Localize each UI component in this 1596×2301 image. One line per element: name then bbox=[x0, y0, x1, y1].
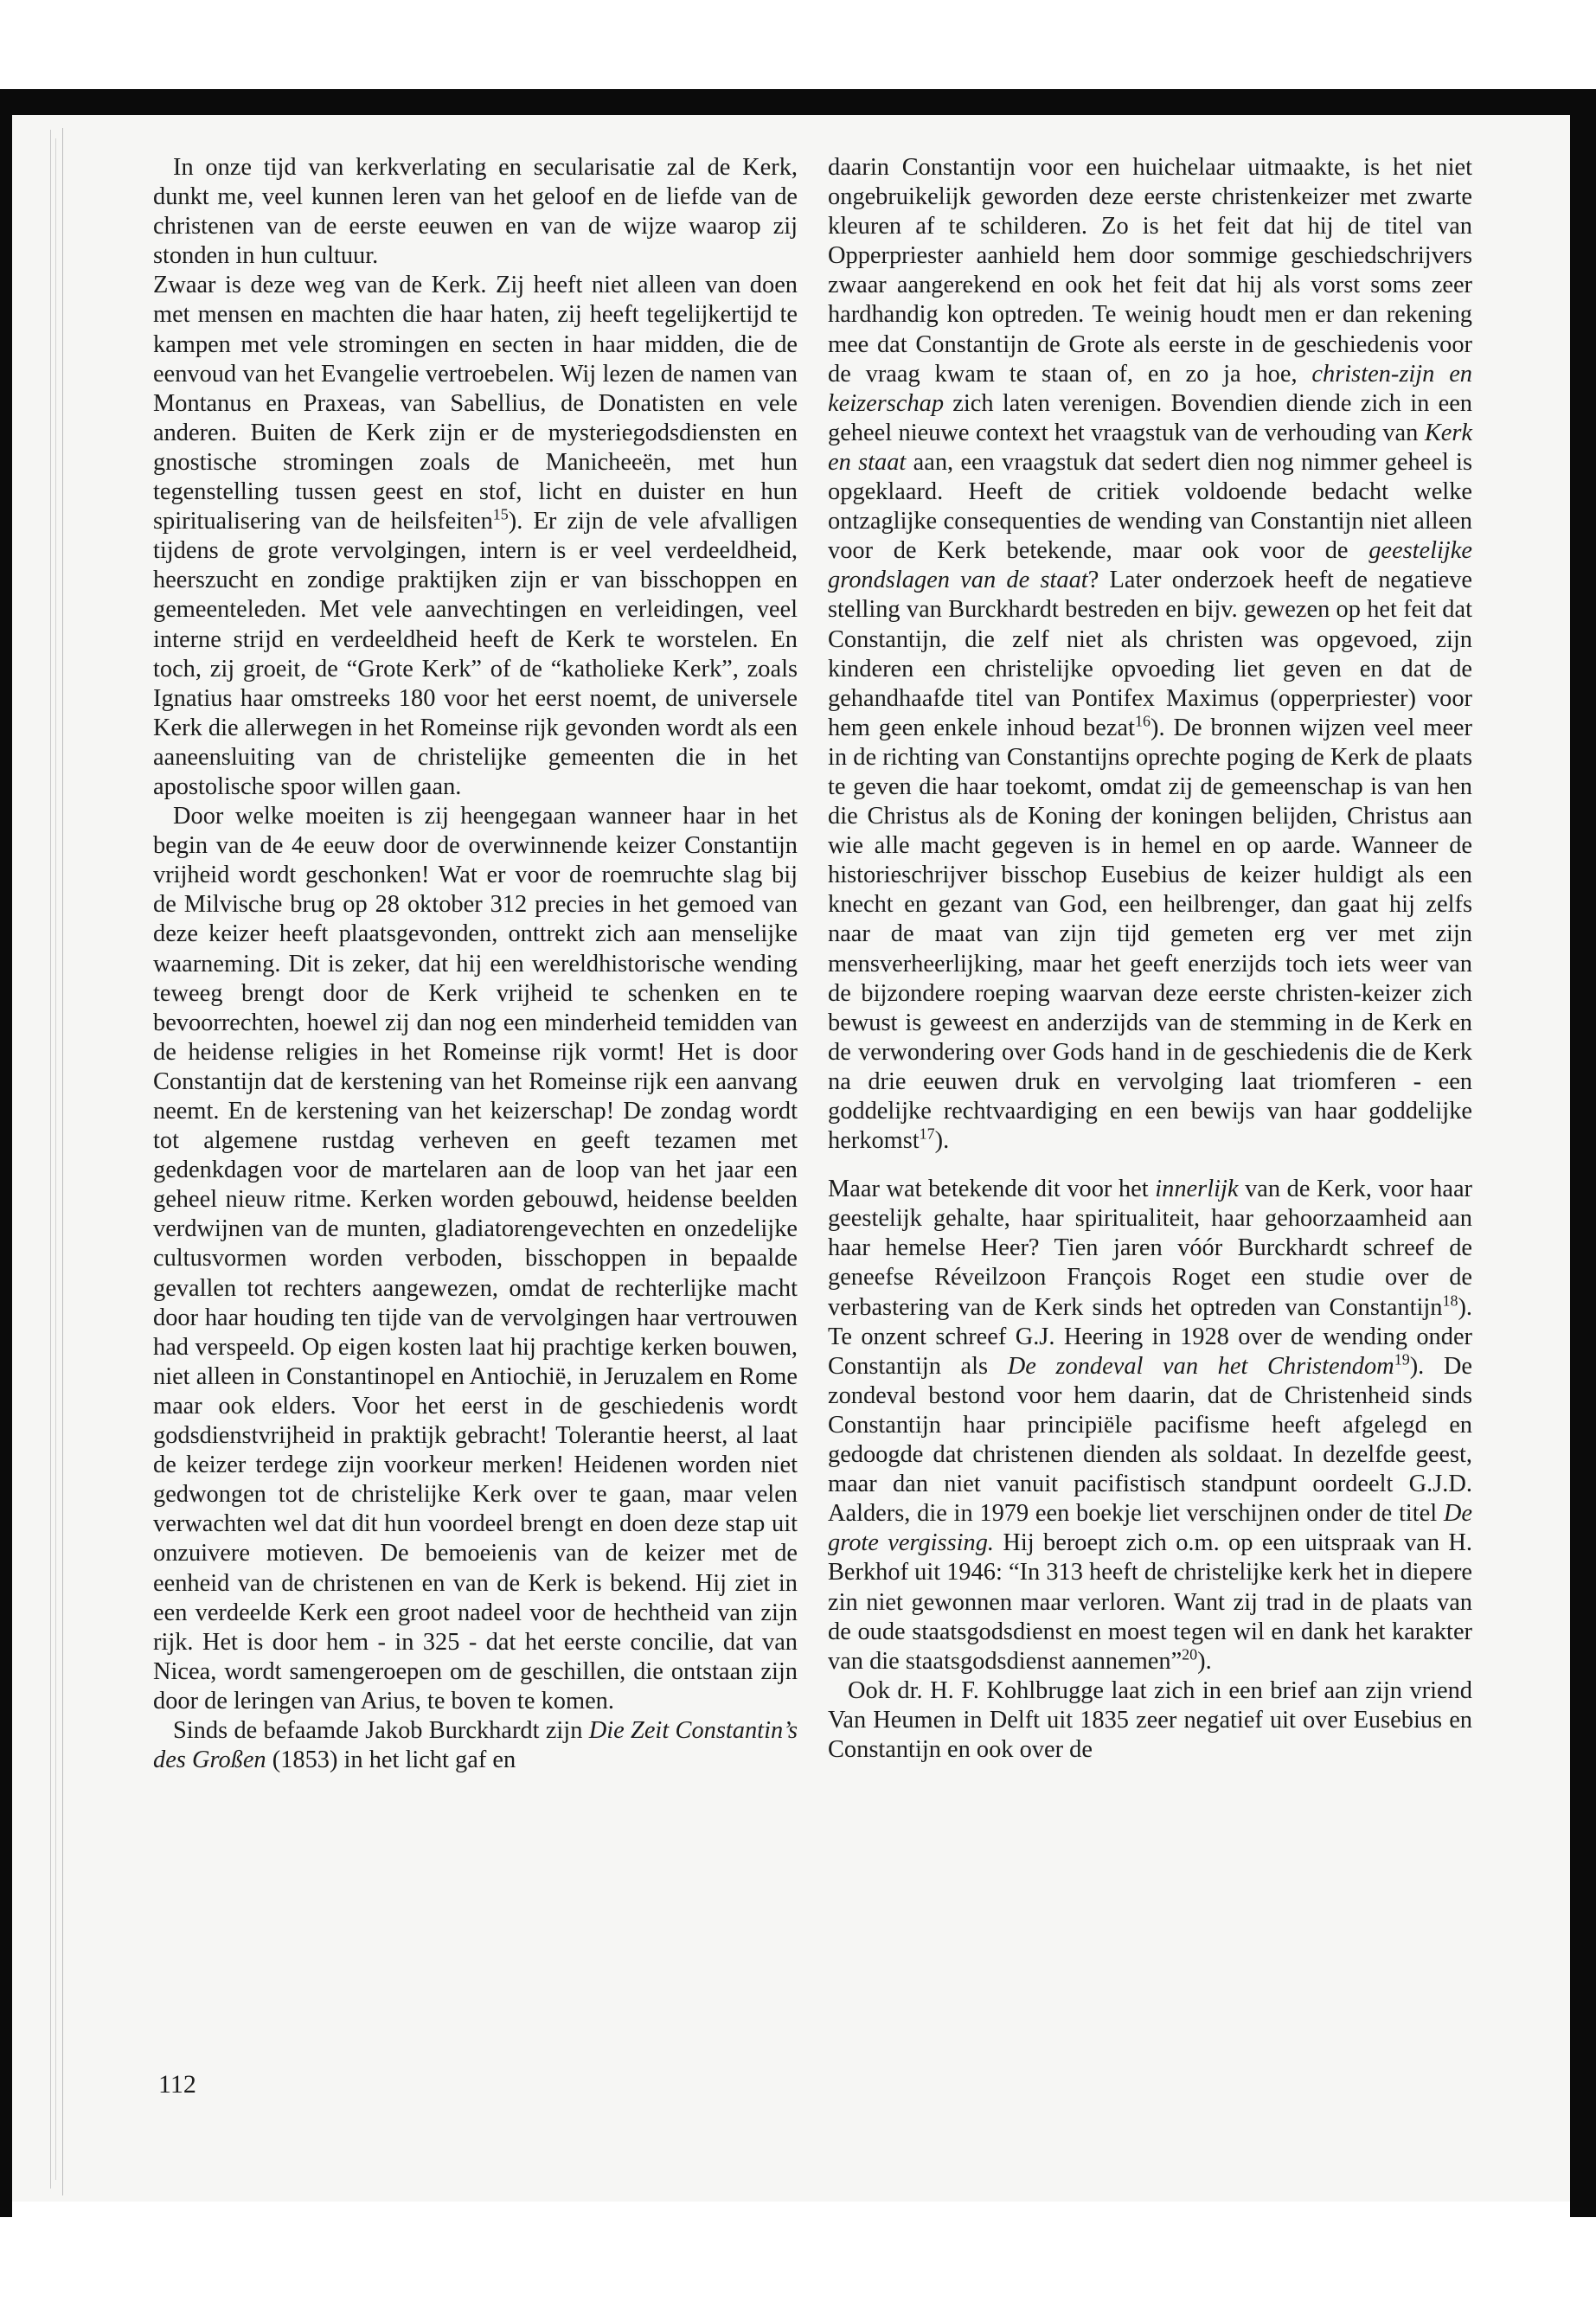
text-run: daarin Constantijn voor een huichelaar uitmaakte, is het niet ongebruikelijk geworden deze eerste christenkeizer met zwarte kleuren af te schilderen. Zo is het feit dat hij de titel van Opperpriester aanhield hem door sommige geschiedschrijvers zwaar aangerekend en ook het feit dat hij als vorst soms zeer hardhandig kon optreden. Te weinig houdt men er dan rekening mee dat Constantijn de Grote als eerste in de geschiedenis voor de vraag kwam te staan of, en zo ja hoe, bbox=[828, 154, 1472, 388]
text-run: ? Later onderzoek heeft de negatieve stelling van Burckhardt bestreden en bijv. gewezen op het feit dat Constantijn, die zelf niet als christen was opgevoed, zijn kinderen een christelijke opvoeding liet geven en dat de gehandhaafde titel van Pontifex Maximus (opperpriester) voor hem geen enkele inhoud bezat bbox=[828, 567, 1473, 741]
footnote-ref: 18 bbox=[1442, 1292, 1458, 1310]
text-run: van de Kerk, voor haar geestelijk gehalte, haar spiritualiteit, haar gehoorzaamheid aan haar hemelse Heer? Tien jaren vóór Burckhardt schreef de geneefse Réveilzoon François Roget een studie over de verbastering van de Kerk sinds het optreden van Constantijn bbox=[828, 1176, 1472, 1321]
text-run: In onze tijd van kerkverlating en secularisatie zal de Kerk, dunkt me, veel kunnen leren van het geloof en de liefde van de christenen van de eerste eeuwen en van de wijze waarop zij stonden in hun cultuur. bbox=[153, 154, 798, 270]
text-run: ). Te onzent schreef G.J. Heering in 1928 over de wending onder Constantijn als bbox=[828, 1293, 1472, 1380]
text-run: Maar wat betekende dit voor het bbox=[828, 1176, 1156, 1203]
text-run: ). bbox=[1197, 1647, 1212, 1675]
text-run: ). De zondeval bestond voor hem daarin, dat de Christenheid sinds Constantijn haar principiële pacifisme heeft afgelegd en gedoogde dat christenen dienden als soldaat. In dezelfde geest, maar dan niet vanuit pacifistisch standpunt oordeelt G.J.D. Aalders, die in 1979 een boekje liet verschijnen onder de titel bbox=[828, 1352, 1472, 1528]
text-run: zich laten verenigen. Bovendien diende zich in een geheel nieuwe context het vraagstuk van de verhouding van bbox=[828, 389, 1472, 446]
scan-border-top bbox=[0, 89, 1596, 115]
left-text-column bbox=[153, 153, 798, 1775]
scan-border-left bbox=[0, 89, 12, 2217]
footnote-ref: 16 bbox=[1135, 712, 1151, 730]
text-run: Zwaar is deze weg van de Kerk. Zij heeft niet alleen van doen met mensen en machten die haar haten, zij heeft tegelijkertijd te kampen met vele stromingen en secten in haar midden, die de eenvoud van het Evangelie vertroebelen. Wij lezen de namen van Montanus en Praxeas, van Sabellius, de Donatisten en vele anderen. Buiten de Kerk zijn er de mysteriegodsdiensten en gnostische stromingen zoals de Manicheeën, met hun tegenstelling tussen geest en stof, licht en duister en hun spiritualisering van de heilsfeiten bbox=[153, 272, 798, 535]
paragraph bbox=[828, 153, 1472, 1156]
text-run: ). bbox=[934, 1127, 950, 1155]
emphasis: innerlijk bbox=[1155, 1176, 1239, 1203]
text-run: Ook dr. H. F. Kohlbrugge laat zich in een brief aan zijn vriend Van Heumen in Delft uit 1835 zeer negatief uit over Eusebius en Constantijn en ook over de bbox=[828, 1676, 1472, 1763]
right-text-column bbox=[828, 153, 1472, 1765]
paragraph bbox=[153, 802, 798, 1716]
paragraph bbox=[828, 1175, 1472, 1676]
footnote-ref: 19 bbox=[1394, 1350, 1410, 1368]
book-title: Die Zeit Constantin’s des Großen bbox=[153, 1716, 798, 1774]
paragraph bbox=[153, 271, 798, 802]
page-number: 112 bbox=[158, 2070, 196, 2099]
paragraph bbox=[153, 153, 798, 271]
footnote-ref: 15 bbox=[492, 505, 509, 523]
text-run: (1853) in het licht gaf en bbox=[266, 1747, 516, 1774]
footnote-ref: 20 bbox=[1182, 1645, 1198, 1663]
text-run: Door welke moeiten is zij heengegaan wanneer haar in het begin van de 4e eeuw door de overwinnende keizer Constantijn vrijheid wordt geschonken! Wat er voor de roemruchte slag bij de Milvische brug op 28 oktober 312 precies in het gemoed van deze keizer heeft plaatsgevonden, onttrekt zich aan menselijke waarneming. Dit is zeker, dat hij een wereldhistorische wending teweeg brengt door de Kerk vrijheid te schenken en te bevoorrechten, hoewel zij dan nog een minderheid temidden van de heidense religies in het Romeinse rijk vormt! Het is door Constantijn dat de kerstening van het Romeinse rijk een aanvang neemt. En de kerstening van het keizerschap! De zondag wordt tot algemene rustdag verheven en geeft tezamen met gedenkdagen voor de martelaren aan de loop van het jaar een geheel nieuw ritme. Kerken worden gebouwd, heidense beelden verdwijnen van de munten, gladiatorengevechten en onzedelijke cultusvormen worden verboden, bisschoppen in bepaalde gevallen tot rechters aangewezen, omdat de rechterlijke macht door haar houding ten tijde van de vervolgingen haar vertrouwen had verspeeld. Op eigen kosten laat hij prachtige kerken bouwen, niet alleen in Constantinopel en Antiochië, in Jeruzalem en Rome maar ook elders. Voor het eerst in de geschiedenis wordt godsdienstvrijheid in praktijk gebracht! Tolerantie heerst, al laat de keizer terdege zijn voorkeur merken! Heidenen worden niet gedwongen tot de christelijke Kerk over te gaan, maar velen verwachten wel dat dit hun voordeel brengt en doen deze stap uit onzuivere motieven. De bemoeienis van de keizer met de eenheid van de christenen en van de Kerk is bekend. Hij ziet in een verdeelde Kerk een groot nadeel voor de hechtheid van zijn rijk. Het is door hem - in 325 - dat het eerste concilie, dat van Nicea, wordt samengeroepen om de geschillen, die ontstaan zijn door de leringen van Arius, te boven te komen. bbox=[153, 803, 798, 1715]
book-title: De zondeval van het Christendom bbox=[1007, 1352, 1394, 1380]
emphasis: geestelijke grondslagen van de staat bbox=[828, 537, 1472, 594]
text-run: ). Er zijn de vele afvalligen tijdens de grote vervolgingen, intern is er veel verdeeldheid, heerszucht en zondige praktijken zijn er van bisschoppen en gemeenteleden. Met vele aanvechtingen en verleidingen, veel interne strijd en verdeeldheid heeft de Kerk te worstelen. En toch, zij groeit, de “Grote Kerk” of de “katholieke Kerk”, zoals Ignatius haar omstreeks 180 voor het eerst noemt, de universele Kerk die allerwegen in het Romeinse rijk gevonden wordt als een aaneensluiting van de christelijke gemeenten die in het apostolische spoor willen gaan. bbox=[153, 508, 798, 800]
book-title: De grote vergissing. bbox=[828, 1500, 1472, 1557]
text-run: ). De bronnen wijzen veel meer in de richting van Constantijns oprechte poging de Kerk de plaats te geven die haar toekomt, omdat zij de gemeenschap is van hen die Christus als de Koning der koningen belijden, Christus aan wie alle macht gegeven is in hemel en op aarde. Wanneer de historieschrijver bisschop Eusebius de keizer huldigt als een knecht en gezant van God, een heilbrenger, dan gaat hij zelfs naar de maat van zijn tijd gemeten erg ver met zijn mensverheerlijking, maar het geeft enerzijds toch iets weer van de bijzondere roeping waarvan deze eerste christen-keizer zich bewust is geweest en anderzijds van de stemming in de Kerk en de verwondering over Gods hand in de geschiedenis die de Kerk na drie eeuwen druk en vervolging laat triomferen - een goddelijke rechtvaardiging en een bewijs van haar goddelijke herkomst bbox=[828, 714, 1472, 1155]
paragraph bbox=[828, 1676, 1472, 1765]
text-run: Hij beroept zich o.m. op een uitspraak van H. Berkhof uit 1946: “In 313 heeft de christelijke kerk het in diepere zin niet gewonnen maar verloren. Want zij trad in de plaats van de oude staatsgodsdienst en moest tegen wil en dank het karakter van die staatsgodsdienst aannemen” bbox=[828, 1529, 1473, 1675]
paragraph bbox=[153, 1716, 798, 1775]
emphasis: Kerk en staat bbox=[828, 419, 1472, 476]
text-run: Sinds de befaamde Jakob Burckhardt zijn bbox=[173, 1716, 589, 1744]
scan-border-right bbox=[1570, 89, 1596, 2217]
emphasis: christen-zijn en keizerschap bbox=[828, 360, 1472, 417]
footnote-ref: 17 bbox=[919, 1125, 935, 1143]
page-edge-line bbox=[50, 130, 51, 2189]
page-edge-line bbox=[62, 128, 63, 2195]
text-run: aan, een vraagstuk dat sedert dien nog nimmer geheel is opgeklaard. Heeft de critiek voldoende bedacht welke ontzaglijke consequenties de wending van Constantijn niet alleen voor de Kerk betekende, maar ook voor de bbox=[828, 448, 1472, 565]
page-edge-line bbox=[55, 138, 56, 2180]
